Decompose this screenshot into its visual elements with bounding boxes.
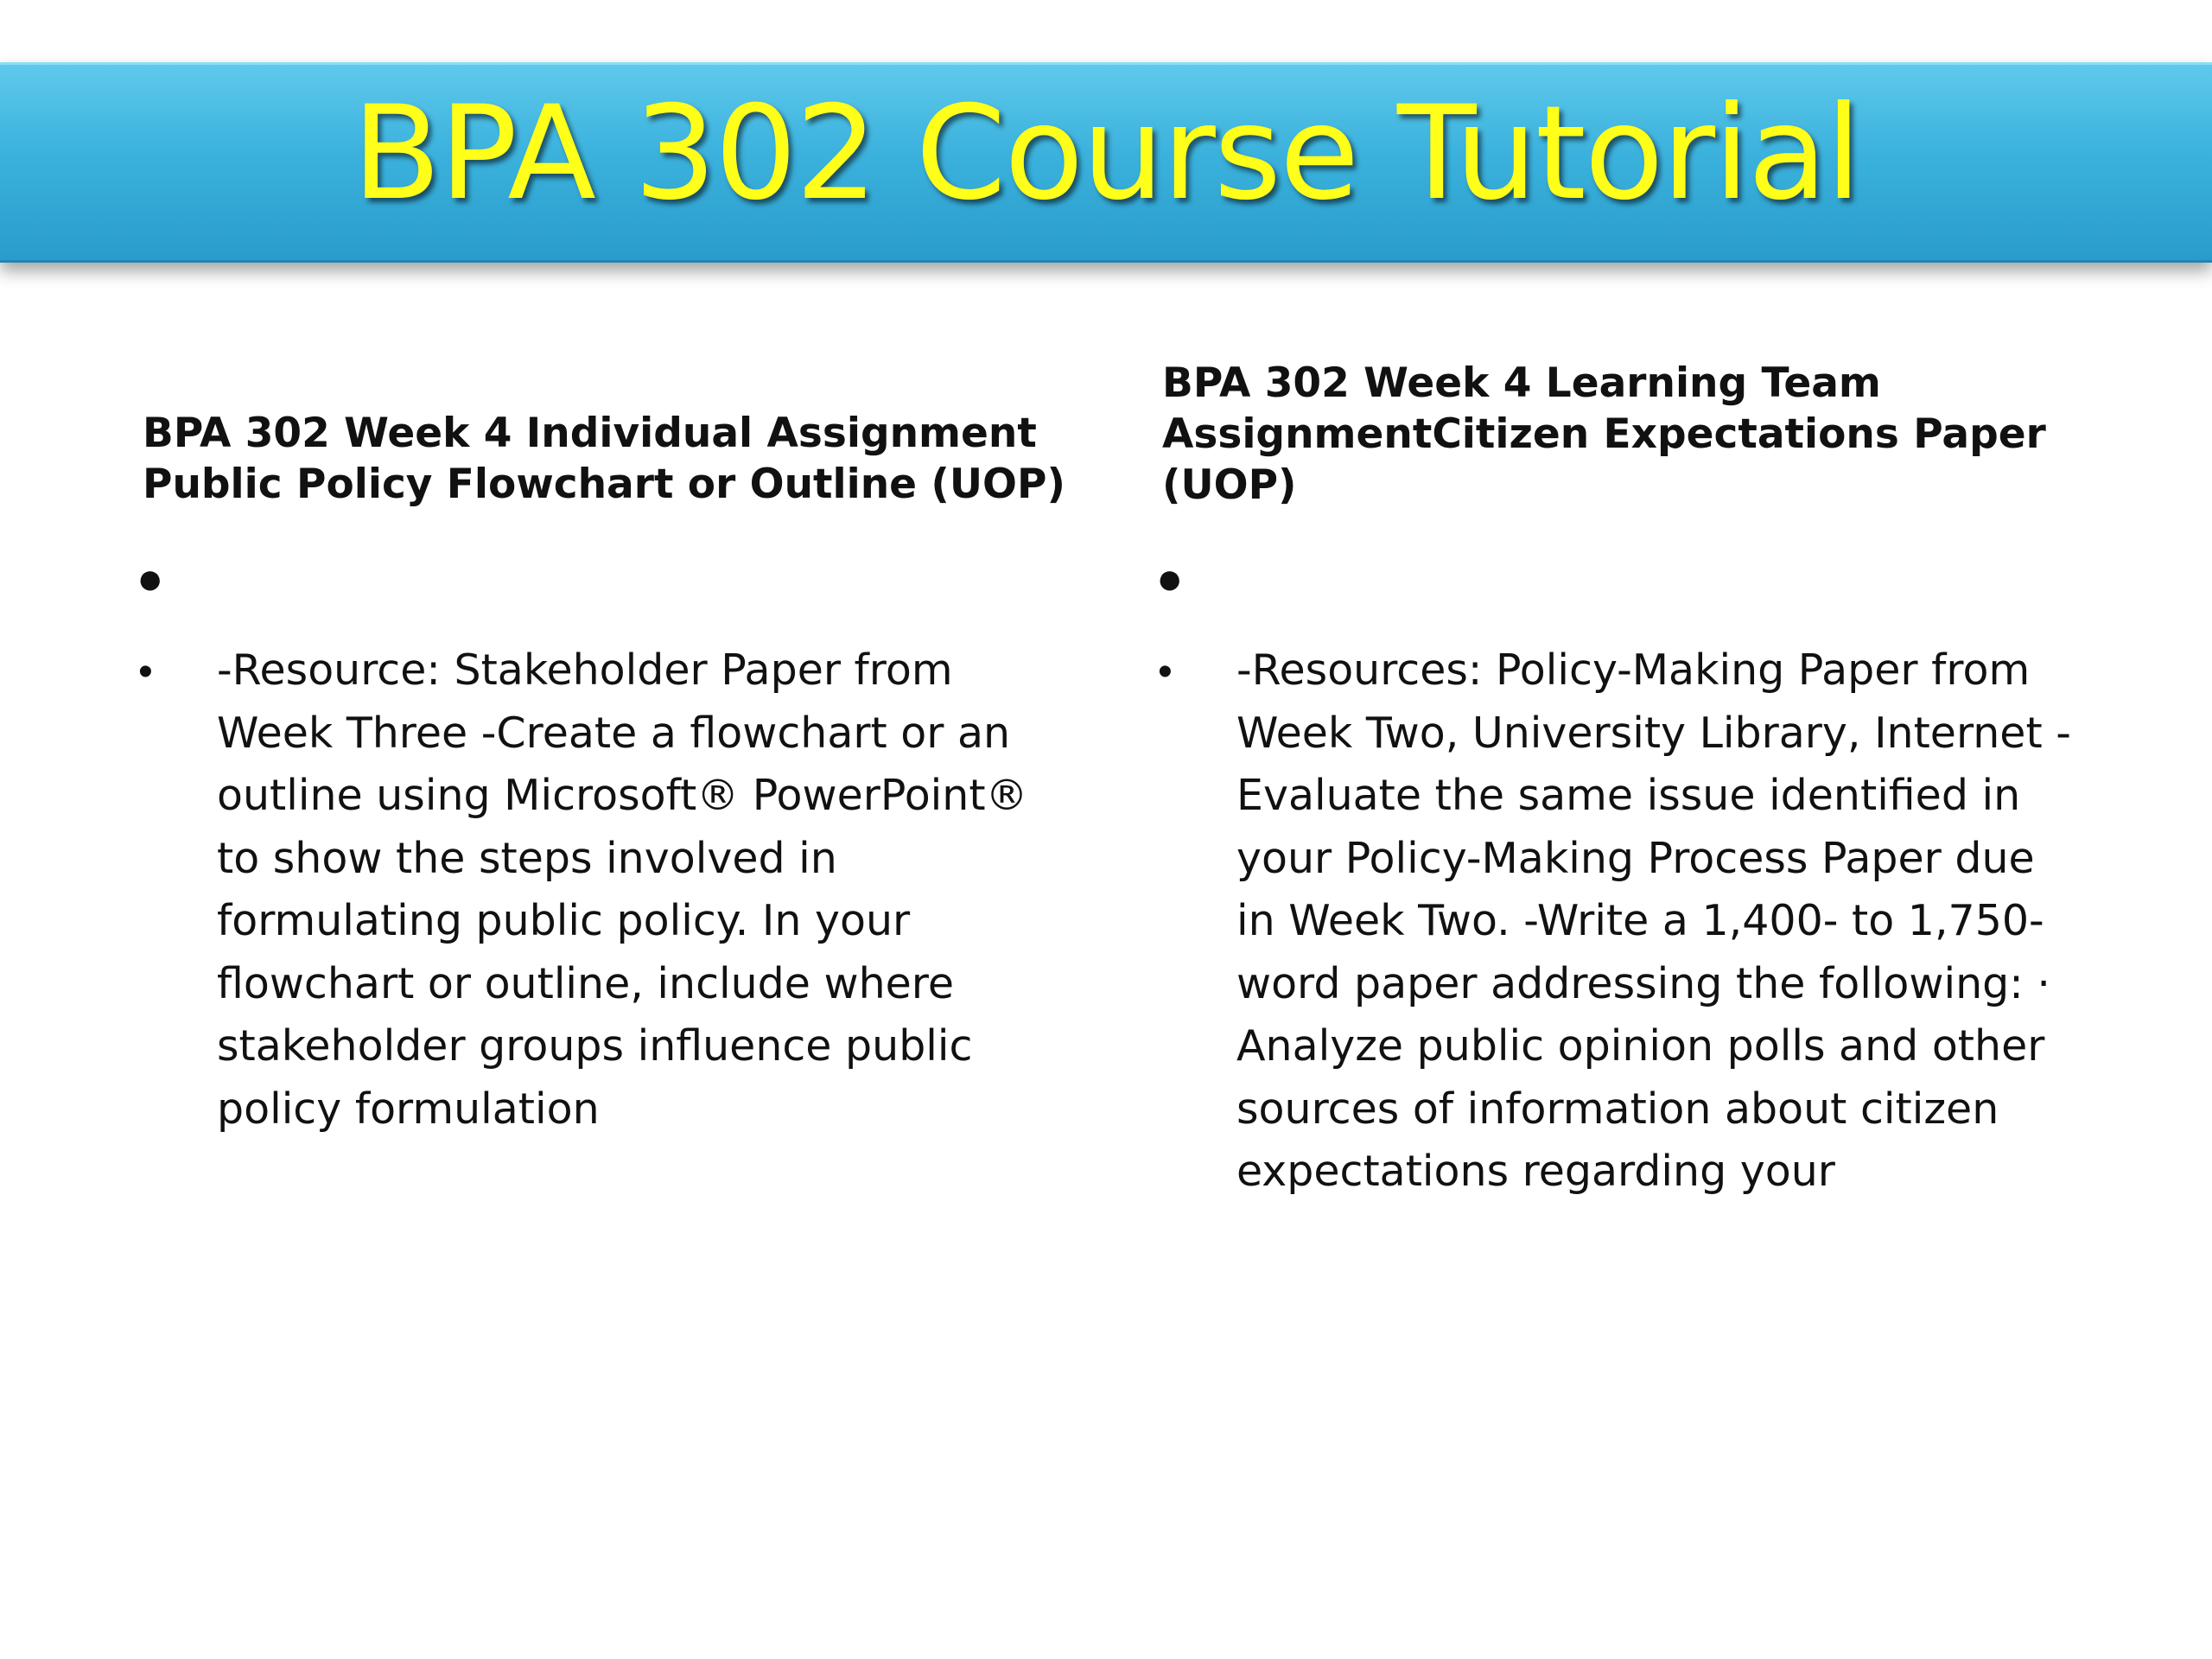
right-body-line: -Resources: Policy-Making Paper from [1236,645,2031,695]
right-body-line: Week Two, University Library, Internet - [1236,708,2071,758]
left-heading [143,408,1093,510]
empty-bullet-icon: ● [1156,554,1184,604]
right-body-line: expectations regarding your [1236,1147,1835,1196]
left-body-line: to show the steps involved in [217,833,837,883]
right-heading-line: (UOP) [1162,461,1297,509]
right-body-text [1236,639,2135,1204]
title-banner [0,62,2212,263]
bullet-icon: • [138,649,153,695]
left-body-line: formulating public policy. In your [217,896,911,945]
right-heading [1162,358,2113,511]
right-heading-line: AssignmentCitizen Expectations Paper [1162,410,2046,458]
slide-title: BPA 302 Course Tutorial [352,79,1860,229]
left-heading-line: BPA 302 Week 4 Individual Assignment [143,410,1037,457]
right-body-line: sources of information about citizen [1236,1084,1999,1134]
left-body-line: policy formulation [217,1084,600,1134]
left-body-line: Week Three -Create a flowchart or an [217,708,1011,758]
right-body-line: Analyze public opinion polls and other [1236,1021,2045,1071]
right-body-line: in Week Two. -Write a 1,400- to 1,750- [1236,896,2044,945]
right-body-line: word paper addressing the following: · [1236,958,2050,1008]
left-body-line: outline using Microsoft® PowerPoint® [217,771,1028,820]
left-heading-line: Public Policy Flowchart or Outline (UOP) [143,461,1065,508]
empty-bullet-icon: ● [137,554,164,604]
left-body-text [217,639,1090,1141]
right-body-line: your Policy-Making Process Paper due [1236,833,2035,883]
left-body-line: -Resource: Stakeholder Paper from [217,645,953,695]
right-heading-line: BPA 302 Week 4 Learning Team [1162,359,1881,407]
bullet-icon: • [1158,649,1173,695]
left-body-line: stakeholder groups influence public [217,1021,973,1071]
right-body-line: Evaluate the same issue identified in [1236,771,2021,820]
left-body-line: flowchart or outline, include where [217,958,955,1008]
